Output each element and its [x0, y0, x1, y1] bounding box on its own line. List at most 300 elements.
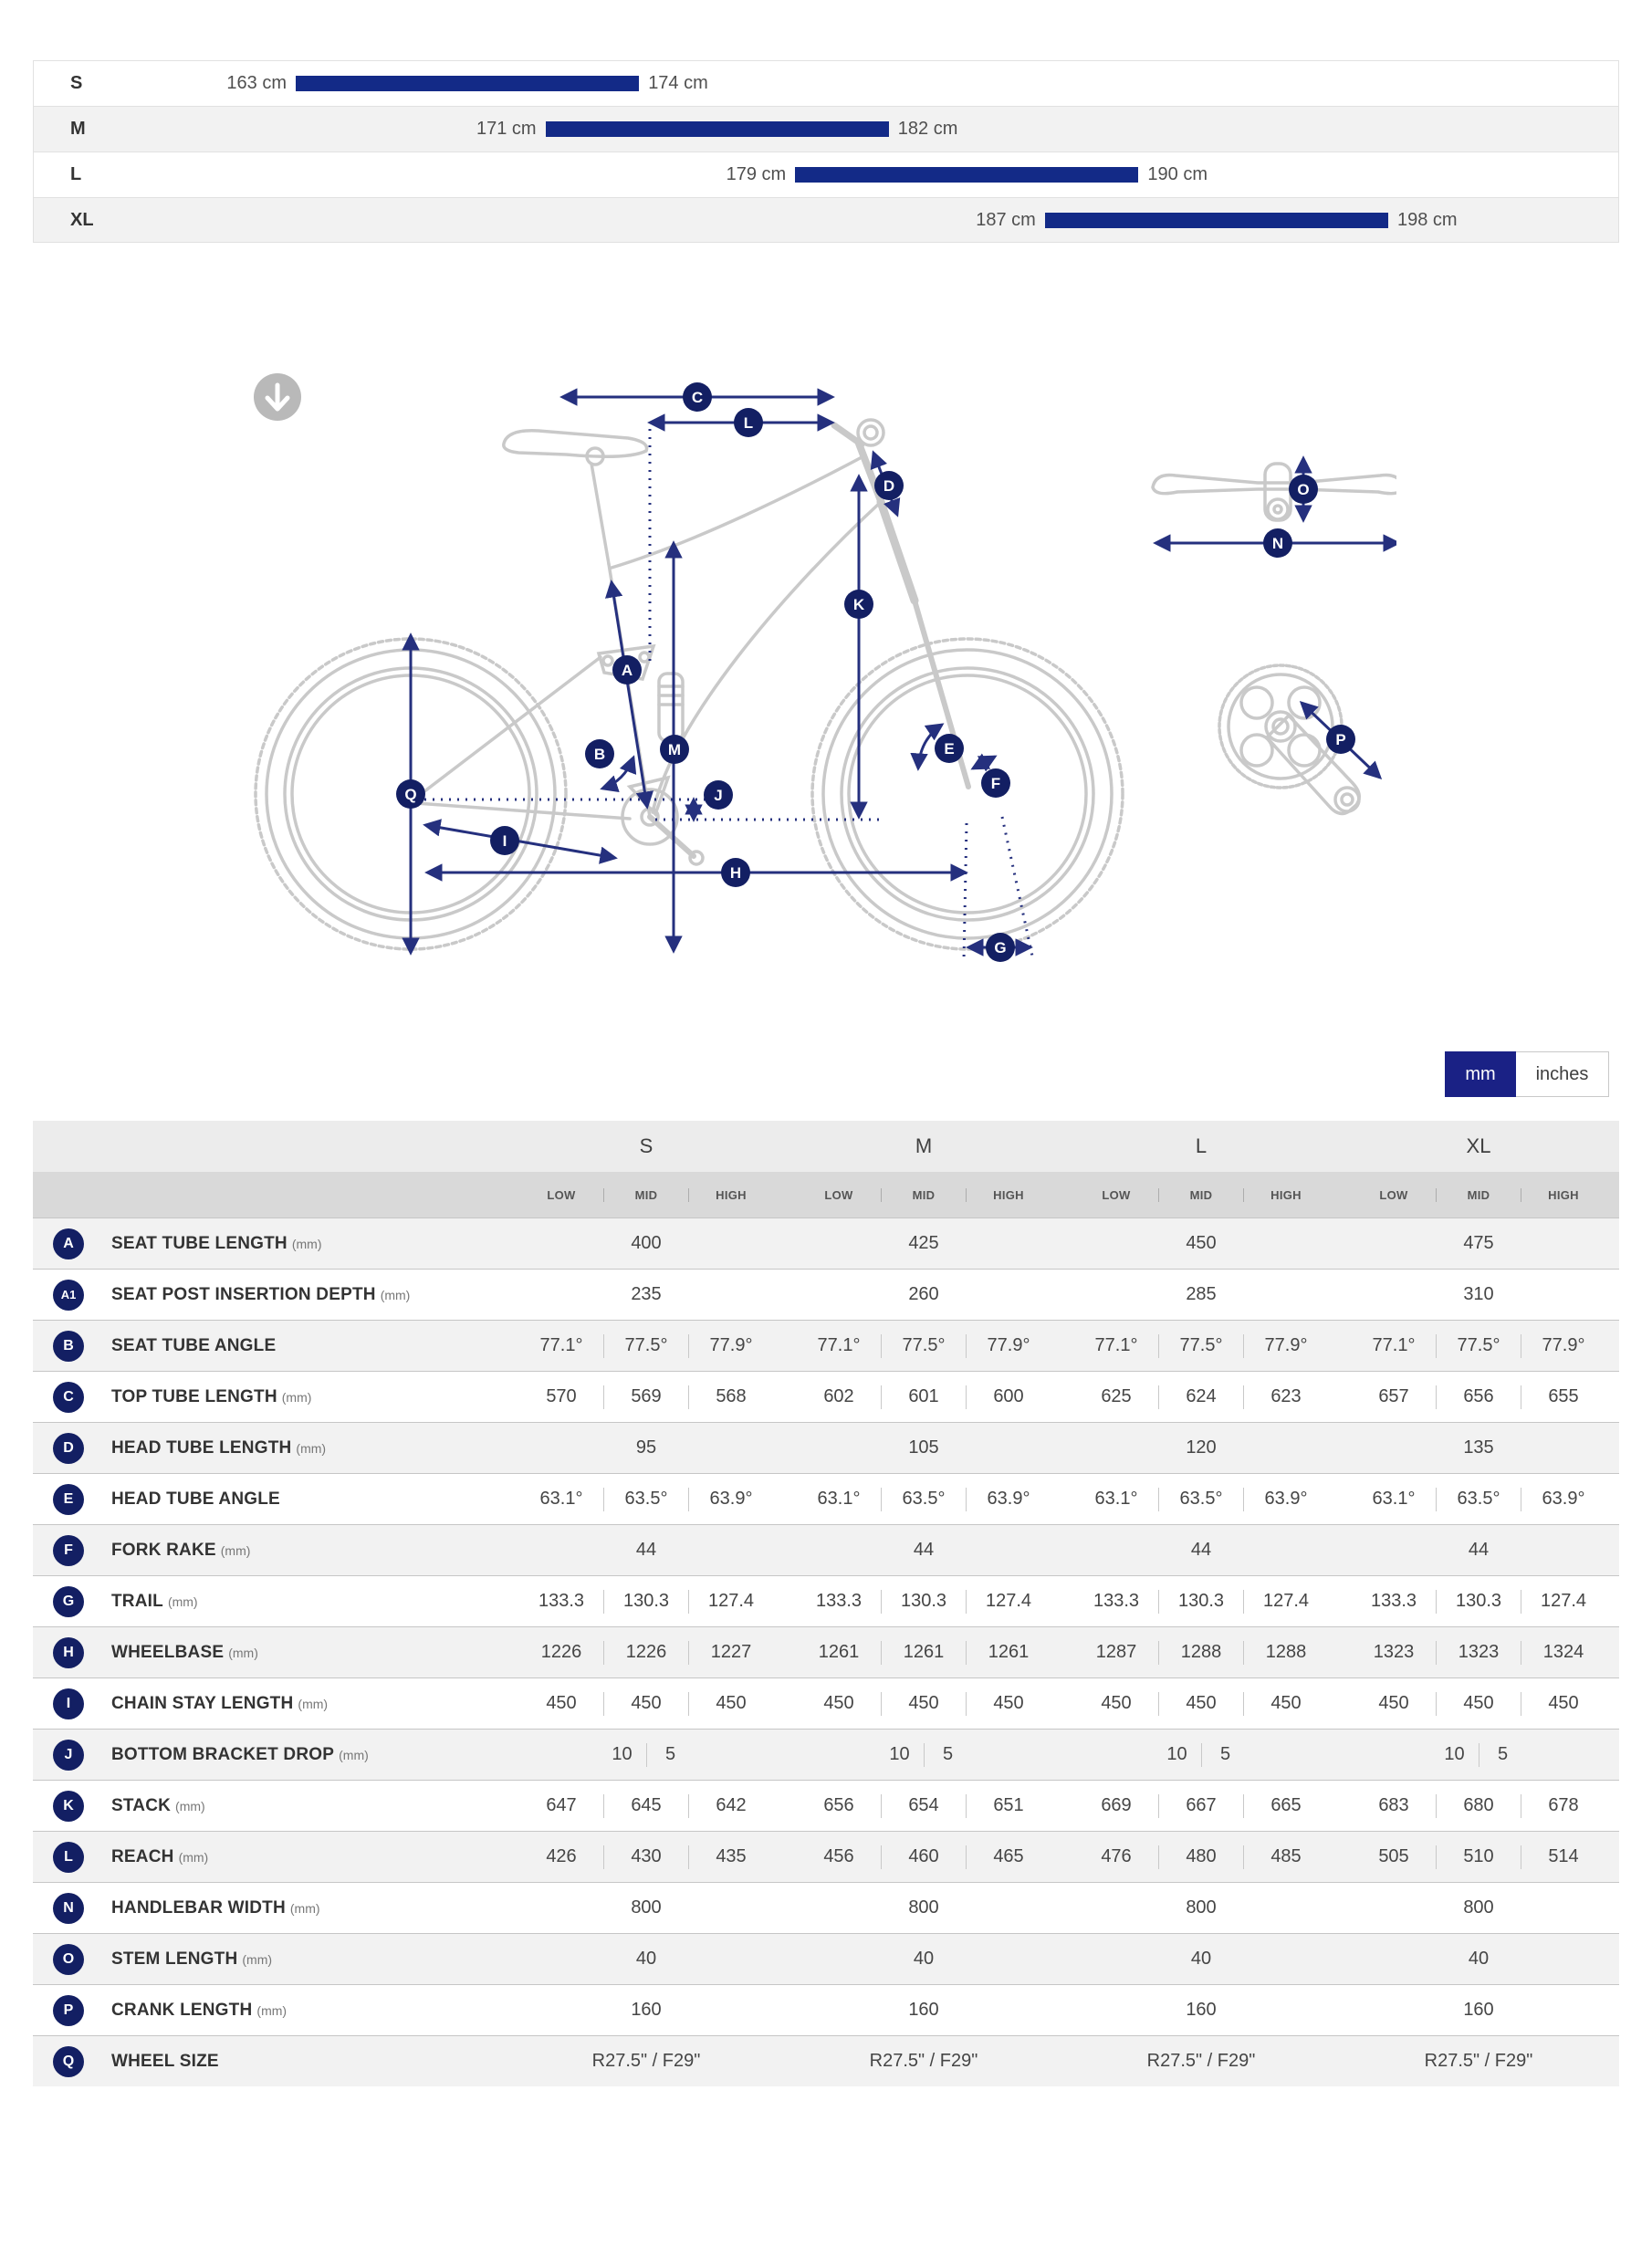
unit-toggle-mm[interactable]: mm [1445, 1051, 1516, 1097]
row-unit-label: (mm) [242, 1951, 273, 1967]
svg-text:C: C [691, 389, 704, 406]
row-label-wrap [84, 1234, 507, 1254]
tune-header-label: LOW [1102, 1187, 1131, 1202]
value: 1324 [1542, 1642, 1584, 1662]
badge-H [721, 858, 750, 887]
row-label-wrap [84, 1643, 507, 1663]
value: 600 [993, 1386, 1024, 1406]
table-row-i [33, 1677, 1619, 1729]
row-unit-label: (mm) [298, 1696, 329, 1711]
value-cell-s [507, 1949, 785, 1970]
value: 77.5° [1457, 1335, 1500, 1355]
value: 1226 [625, 1642, 667, 1662]
tune-header-group [1062, 1188, 1340, 1202]
value-cell-xl [1340, 1488, 1617, 1511]
value: 1261 [818, 1642, 860, 1662]
value: 450 [631, 1693, 662, 1713]
value: 105 [908, 1437, 939, 1458]
value: 63.1° [1094, 1489, 1138, 1509]
row-badge-b: B [53, 1331, 84, 1362]
row-label-wrap [84, 1489, 507, 1510]
value-cell-l [1062, 1334, 1340, 1358]
table-tune-header-row [33, 1172, 1619, 1218]
value-cell-l [1062, 1641, 1340, 1665]
value: 669 [1101, 1795, 1132, 1815]
value-cell-l [1062, 1540, 1340, 1561]
value: 510 [1463, 1846, 1494, 1866]
row-label-wrap [84, 1592, 507, 1612]
value: 160 [908, 2000, 939, 2020]
value: 656 [1463, 1386, 1494, 1406]
value: 450 [823, 1693, 854, 1713]
value-cell-s [507, 1233, 785, 1254]
row-label-wrap [84, 1285, 507, 1305]
value: 450 [1463, 1693, 1494, 1713]
height-row-xl [33, 197, 1619, 243]
down-tube [653, 502, 881, 812]
table-row-d [33, 1422, 1619, 1473]
row-label: WHEEL SIZE [111, 2051, 219, 2071]
badge-Q [396, 779, 425, 809]
height-range-bar [795, 167, 1138, 183]
value-cell-s [507, 1794, 785, 1818]
value: 10 [889, 1744, 910, 1764]
value: 133.3 [1370, 1591, 1417, 1611]
dim-fork-rake [973, 757, 995, 768]
value: 40 [913, 1949, 935, 1969]
row-badge-p: P [53, 1995, 84, 2026]
fork-stanchion [881, 502, 915, 601]
svg-text:P: P [1335, 731, 1346, 748]
row-badge-i: I [53, 1688, 84, 1719]
value: 120 [1186, 1437, 1217, 1458]
value-cell-m [785, 1743, 1062, 1767]
svg-text:J: J [714, 787, 723, 804]
row-label-wrap [84, 1438, 507, 1458]
value: 1226 [540, 1642, 582, 1662]
unit-toggle-inches[interactable]: inches [1516, 1051, 1609, 1097]
value: 655 [1548, 1386, 1579, 1406]
value-cell-m [785, 1590, 1062, 1614]
tune-header-label: MID [634, 1187, 658, 1202]
value-cell-xl [1340, 1897, 1617, 1918]
geometry-table [33, 1121, 1619, 2086]
value: 602 [823, 1386, 854, 1406]
value: 800 [1463, 1897, 1494, 1918]
row-label: WHEELBASE [111, 1642, 225, 1662]
svg-text:N: N [1271, 535, 1284, 552]
row-badge-q: Q [53, 2046, 84, 2077]
value: 800 [908, 1897, 939, 1918]
value: 63.1° [539, 1489, 583, 1509]
row-unit-label: (mm) [289, 1900, 320, 1916]
row-label: HEAD TUBE ANGLE [111, 1489, 280, 1509]
row-label: TOP TUBE LENGTH [111, 1386, 277, 1406]
value: 624 [1186, 1386, 1217, 1406]
svg-text:K: K [852, 596, 865, 613]
value: 642 [716, 1795, 747, 1815]
seatpost [591, 464, 609, 564]
value: 77.9° [709, 1335, 753, 1355]
value: 569 [631, 1386, 662, 1406]
crankset-chainring [1219, 665, 1342, 788]
row-label-wrap [84, 2001, 507, 2021]
value: 77.5° [1179, 1335, 1223, 1355]
value: 63.9° [1542, 1489, 1585, 1509]
row-badge-a: A [53, 1228, 84, 1259]
table-row-e [33, 1473, 1619, 1524]
value: R27.5" / F29" [869, 2051, 978, 2071]
row-label-wrap [84, 1949, 507, 1970]
value: 127.4 [707, 1591, 755, 1611]
value: 400 [631, 1233, 662, 1253]
value: 133.3 [815, 1591, 863, 1611]
height-range-bar [1045, 213, 1388, 228]
value: 460 [908, 1846, 939, 1866]
value: 77.5° [624, 1335, 668, 1355]
tune-header-label: MID [912, 1187, 936, 1202]
tune-header-group [785, 1188, 1062, 1202]
value-cell-l [1062, 1743, 1340, 1767]
size-column-header-xl: XL [1466, 1134, 1491, 1157]
svg-text:H: H [729, 864, 742, 882]
svg-text:I: I [502, 832, 507, 850]
tune-header-group [1340, 1188, 1617, 1202]
value-cell-m [785, 1692, 1062, 1716]
value: 5 [942, 1744, 954, 1764]
tune-header-label: MID [1189, 1187, 1213, 1202]
height-row-s [33, 60, 1619, 106]
value: 465 [993, 1846, 1024, 1866]
value: 480 [1186, 1846, 1217, 1866]
svg-text:L: L [743, 414, 754, 432]
geometry-diagram [237, 356, 1396, 1022]
value: 285 [1186, 1284, 1217, 1304]
size-label: L [70, 164, 82, 184]
max-height-label: 182 cm [897, 119, 958, 139]
value: 77.1° [539, 1335, 583, 1355]
table-row-g [33, 1575, 1619, 1626]
value: 656 [823, 1795, 854, 1815]
value: 133.3 [1093, 1591, 1140, 1611]
value: 160 [631, 2000, 662, 2020]
table-row-a [33, 1218, 1619, 1269]
value: R27.5" / F29" [591, 2051, 701, 2071]
value-cell-m [785, 1949, 1062, 1970]
value: 44 [1468, 1540, 1490, 1560]
table-row-k [33, 1780, 1619, 1831]
row-badge-k: K [53, 1791, 84, 1822]
value: 456 [823, 1846, 854, 1866]
value: 5 [1219, 1744, 1231, 1764]
value: 667 [1186, 1795, 1217, 1815]
value: 40 [1190, 1949, 1212, 1969]
value-cell-m [785, 1233, 1062, 1254]
value-cell-l [1062, 1845, 1340, 1869]
value-cell-l [1062, 1590, 1340, 1614]
row-badge-o: O [53, 1944, 84, 1975]
svg-text:O: O [1297, 481, 1310, 498]
value: 5 [1497, 1744, 1509, 1764]
value: 450 [993, 1693, 1024, 1713]
value-cell-xl [1340, 2000, 1617, 2021]
value: 1261 [988, 1642, 1030, 1662]
svg-text:B: B [593, 746, 606, 763]
max-height-label: 174 cm [648, 73, 708, 93]
value-cell-xl [1340, 1845, 1617, 1869]
value: 647 [546, 1795, 577, 1815]
row-label: REACH [111, 1846, 174, 1866]
row-unit-label: (mm) [167, 1594, 198, 1609]
value-cell-m [785, 1641, 1062, 1665]
size-label: S [70, 73, 83, 93]
value: 430 [631, 1846, 662, 1866]
value: 505 [1378, 1846, 1409, 1866]
value: 40 [1468, 1949, 1490, 1969]
value: 5 [664, 1744, 676, 1764]
row-unit-label: (mm) [228, 1645, 258, 1660]
badge-P [1326, 725, 1355, 754]
row-unit-label: (mm) [281, 1389, 312, 1405]
svg-text:G: G [994, 939, 1007, 956]
value-cell-m [785, 1334, 1062, 1358]
row-badge-l: L [53, 1842, 84, 1873]
value: 680 [1463, 1795, 1494, 1815]
height-row-m [33, 106, 1619, 152]
value-cell-s [507, 1334, 785, 1358]
tune-header-label: LOW [547, 1187, 576, 1202]
value: 310 [1463, 1284, 1494, 1304]
value: 1323 [1458, 1642, 1500, 1662]
value-cell-m [785, 1897, 1062, 1918]
value-cell-m [785, 1385, 1062, 1409]
value: 800 [1186, 1897, 1217, 1918]
row-label-wrap [84, 1796, 507, 1816]
value: 10 [612, 1744, 633, 1764]
table-row-f [33, 1524, 1619, 1575]
value-cell-s [507, 1437, 785, 1458]
row-label-wrap [84, 1336, 507, 1356]
value-cell-m [785, 2000, 1062, 2021]
value-cell-m [785, 2051, 1062, 2072]
value-cell-s [507, 1488, 785, 1511]
row-badge-d: D [53, 1433, 84, 1464]
min-height-label: 163 cm [226, 73, 287, 93]
scroll-down-button[interactable] [254, 373, 301, 421]
value: 63.5° [1457, 1489, 1500, 1509]
value-cell-xl [1340, 1540, 1617, 1561]
row-unit-label: (mm) [256, 2002, 288, 2018]
bike-line-art [256, 420, 1396, 949]
value: 654 [908, 1795, 939, 1815]
table-row-h [33, 1626, 1619, 1677]
svg-text:M: M [667, 741, 682, 758]
badge-I [490, 826, 519, 855]
value-cell-l [1062, 1385, 1340, 1409]
value-cell-s [507, 1743, 785, 1767]
value: 40 [635, 1949, 657, 1969]
value: 450 [908, 1693, 939, 1713]
value-cell-l [1062, 1897, 1340, 1918]
row-label: HANDLEBAR WIDTH [111, 1897, 286, 1918]
row-unit-label: (mm) [220, 1542, 251, 1558]
crank-arm [650, 817, 694, 856]
value: 450 [1270, 1693, 1302, 1713]
row-badge-j: J [53, 1740, 84, 1771]
value: 127.4 [1540, 1591, 1587, 1611]
tune-header-label: LOW [824, 1187, 853, 1202]
value: 127.4 [1262, 1591, 1310, 1611]
value-cell-l [1062, 1949, 1340, 1970]
row-badge-n: N [53, 1893, 84, 1924]
row-label-wrap [84, 1541, 507, 1561]
row-unit-label: (mm) [178, 1849, 209, 1865]
value: 450 [716, 1693, 747, 1713]
badge-K [844, 590, 873, 619]
table-row-c [33, 1371, 1619, 1422]
table-row-j [33, 1729, 1619, 1780]
value-cell-l [1062, 1692, 1340, 1716]
seat-stay [416, 657, 601, 798]
table-row-o [33, 1933, 1619, 1984]
value: 130.3 [900, 1591, 947, 1611]
value-cell-xl [1340, 1590, 1617, 1614]
row-unit-label: (mm) [296, 1440, 327, 1456]
table-size-header-row [33, 1121, 1619, 1172]
value: 63.9° [709, 1489, 753, 1509]
size-column-header-s: S [639, 1134, 653, 1157]
value-cell-s [507, 1590, 785, 1614]
value: 235 [631, 1284, 662, 1304]
value: 645 [631, 1795, 662, 1815]
value: 657 [1378, 1386, 1409, 1406]
rear-shock [659, 674, 683, 741]
value: 44 [913, 1540, 935, 1560]
row-unit-label: (mm) [380, 1287, 411, 1302]
value: 683 [1378, 1795, 1409, 1815]
row-label: STEM LENGTH [111, 1949, 238, 1969]
value-cell-s [507, 2051, 785, 2072]
value-cell-s [507, 1641, 785, 1665]
value: 63.9° [987, 1489, 1030, 1509]
value-cell-s [507, 1385, 785, 1409]
badge-F [981, 768, 1010, 798]
value-cell-xl [1340, 1794, 1617, 1818]
value: 475 [1463, 1233, 1494, 1253]
badge-O [1289, 475, 1318, 504]
value: 63.5° [1179, 1489, 1223, 1509]
row-label: SEAT POST INSERTION DEPTH [111, 1284, 376, 1304]
value: 450 [1186, 1233, 1217, 1253]
value: 651 [993, 1795, 1024, 1815]
value: 601 [908, 1386, 939, 1406]
value: 800 [631, 1897, 662, 1918]
value: 44 [1190, 1540, 1212, 1560]
row-label: TRAIL [111, 1591, 163, 1611]
value: 133.3 [538, 1591, 585, 1611]
value-cell-l [1062, 1284, 1340, 1305]
value: 485 [1270, 1846, 1302, 1866]
value-cell-l [1062, 1233, 1340, 1254]
value: 95 [635, 1437, 657, 1458]
value: 160 [1463, 2000, 1494, 2020]
row-label: FORK RAKE [111, 1540, 216, 1560]
value: 260 [908, 1284, 939, 1304]
row-label: HEAD TUBE LENGTH [111, 1437, 292, 1458]
badge-C [683, 382, 712, 412]
value: 77.9° [1264, 1335, 1308, 1355]
height-range-bar [296, 76, 639, 91]
value: 450 [1548, 1693, 1579, 1713]
svg-text:Q: Q [404, 786, 417, 803]
value: 1261 [903, 1642, 945, 1662]
table-row-q [33, 2035, 1619, 2086]
row-label-wrap [84, 1694, 507, 1714]
min-height-label: 187 cm [976, 210, 1036, 230]
value: 130.3 [1177, 1591, 1225, 1611]
tune-header-label: LOW [1379, 1187, 1408, 1202]
row-badge-c: C [53, 1382, 84, 1413]
value: 426 [546, 1846, 577, 1866]
row-badge-a1: A1 [53, 1280, 84, 1311]
value-cell-xl [1340, 1692, 1617, 1716]
row-label: CRANK LENGTH [111, 2000, 253, 2020]
value: 10 [1166, 1744, 1187, 1764]
badge-A [612, 655, 642, 685]
row-unit-label: (mm) [291, 1236, 322, 1251]
value-cell-s [507, 1692, 785, 1716]
max-height-label: 198 cm [1397, 210, 1458, 230]
chain-stay [416, 803, 630, 819]
saddle [504, 431, 647, 456]
height-range-bar [546, 121, 889, 137]
row-label: SEAT TUBE LENGTH [111, 1233, 288, 1253]
value: 450 [1378, 1693, 1409, 1713]
tune-header-group [507, 1188, 785, 1202]
value: 160 [1186, 2000, 1217, 2020]
value: 1288 [1180, 1642, 1222, 1662]
badge-G [986, 933, 1015, 962]
value: 1288 [1265, 1642, 1307, 1662]
value: 625 [1101, 1386, 1132, 1406]
badge-L [734, 408, 763, 437]
unit-toggle [0, 1051, 1609, 1097]
table-row-b [33, 1320, 1619, 1371]
value-cell-l [1062, 1794, 1340, 1818]
dim-seat-tube [612, 582, 647, 807]
value-cell-m [785, 1540, 1062, 1561]
value: 514 [1548, 1846, 1579, 1866]
value: 77.9° [1542, 1335, 1585, 1355]
value-cell-m [785, 1437, 1062, 1458]
row-label-wrap [84, 1387, 507, 1407]
min-height-label: 171 cm [476, 119, 537, 139]
value-cell-xl [1340, 1437, 1617, 1458]
row-label-wrap [84, 1847, 507, 1867]
value: 10 [1444, 1744, 1465, 1764]
size-label: XL [70, 210, 94, 230]
row-unit-label: (mm) [339, 1747, 369, 1762]
svg-text:F: F [990, 775, 1001, 792]
value: 63.5° [624, 1489, 668, 1509]
row-label-wrap [84, 1898, 507, 1918]
height-row-l [33, 152, 1619, 197]
value: 63.1° [817, 1489, 861, 1509]
handlebar-grip [858, 420, 884, 445]
value: 1287 [1095, 1642, 1137, 1662]
value: 77.1° [817, 1335, 861, 1355]
handlebar-top-view [1153, 476, 1396, 494]
